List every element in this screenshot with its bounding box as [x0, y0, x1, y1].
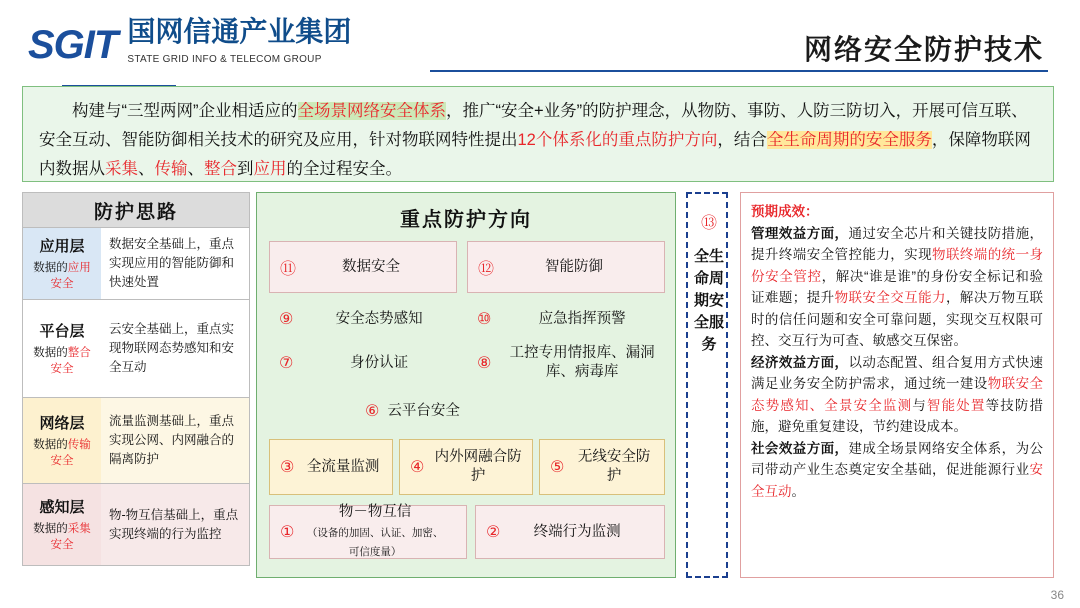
logo-chinese-name: 国网信通产业集团: [127, 16, 352, 47]
direction-item-5[interactable]: [539, 439, 665, 495]
direction-item-10[interactable]: [467, 299, 665, 339]
item-number: ⑪: [280, 260, 297, 278]
item-number: ④: [410, 459, 425, 476]
logo-mark-text: SGIT: [28, 23, 118, 67]
item-label: 无线安全防护: [577, 449, 651, 484]
protection-approach-table: [22, 192, 250, 566]
item-number: ③: [280, 459, 295, 476]
table-row: [22, 484, 250, 566]
logo-english-name: STATE GRID INFO & TELECOM GROUP: [127, 54, 322, 65]
expected-results-text: 预期成效： 管理效益方面，通过安全芯片和关键技防措施，提升终端安全管控能力，实现物联终端的统一身份安全管控，解决“谁是谁”的身份安全标记和验证难题；提升物联安全交互能力，解决万物互联时的信任问题和安全可靠问题，实现交互权限可控、交互行为可查、敏感交互保密。 经济效益方面，以动态配置、组合复用方式快速满足业务安全防护需求，通过统一建设物联安全态势感知、全景安全监测与智能处置等技防措施，避免重复建设，节约建设成本。 社会效益方面，建成全场景网络安全体系，为公司带动产业生态奠定安全基础，促进能源行业安全互动。: [751, 204, 1044, 499]
page-header: [0, 0, 1080, 82]
layer-desc-perception: 物-物互信基础上，重点实现终端的行为监控: [101, 484, 249, 565]
item-label: 应急指挥预警: [538, 310, 626, 327]
direction-item-1[interactable]: [269, 505, 467, 559]
band-number: ⑬: [700, 215, 717, 232]
page-number: 36: [1050, 588, 1064, 602]
page-title: 网络安全防护技术: [803, 34, 1044, 65]
direction-item-11[interactable]: [269, 241, 457, 293]
table-row: [22, 300, 250, 398]
direction-item-12[interactable]: [467, 241, 665, 293]
intro-paragraph: 构建与“三型两网”企业相适应的全场景网络安全体系，推广“安全+业务”的防护理念，从物防、事防、人防三防切入，开展可信互联、安全互动、智能防御相关技术的研究及应用，针对物联网特性提出12个体系化的重点防护方向，结合全生命周期的安全服务，保障物联网内数据从采集、传输、整合到应用的全过程安全。: [39, 102, 1031, 178]
item-number: ⑤: [550, 459, 565, 476]
direction-item-3[interactable]: [269, 439, 393, 495]
item-number: ⑨: [279, 311, 294, 328]
layer-label-application: 应用层 数据的应用 安全: [23, 228, 101, 299]
item-number: ②: [486, 524, 501, 541]
direction-item-6[interactable]: [269, 393, 665, 429]
item-number: ⑥: [365, 403, 380, 420]
company-logo: [28, 18, 351, 65]
layer-desc-platform: 云安全基础上，重点实现物联网态势感知和安全互动: [109, 322, 235, 374]
direction-item-2[interactable]: [475, 505, 665, 559]
item-label: 数据安全: [342, 258, 400, 275]
item-number: ⑩: [477, 311, 492, 328]
layer-label-platform: 平台层 数据的整合 安全: [23, 300, 101, 397]
key-directions-header: 重点防护方向: [400, 209, 532, 231]
expected-results-panel: [740, 192, 1054, 578]
item-number: ⑧: [477, 355, 492, 372]
item-number: ⑦: [279, 355, 294, 372]
table-row: [22, 228, 250, 300]
header-divider: [430, 70, 1048, 72]
direction-item-4[interactable]: [399, 439, 533, 495]
item-label: 物－物互信 （设备的加固、认证、加密、可信度量）: [306, 503, 444, 558]
item-label: 内外网融合防护: [434, 449, 522, 484]
item-label: 工控专用情报库、漏洞库、病毒库: [509, 345, 655, 380]
layer-desc-application: 数据安全基础上，重点实现应用的智能防御和快速处置: [109, 237, 235, 289]
layer-label-network: 网络层 数据的传输 安全: [23, 398, 101, 483]
item-label: 全流量监测: [306, 458, 380, 475]
protection-approach-header: 防护思路: [22, 192, 250, 228]
layer-label-perception: 感知层 数据的采集 安全: [23, 484, 101, 565]
layer-desc-network: 流量监测基础上，重点实现公网、内网融合的隔离防护: [101, 398, 249, 483]
item-number: ①: [280, 524, 295, 541]
direction-item-8[interactable]: [467, 337, 665, 389]
band-label: 全生命周期安全服务: [693, 248, 724, 353]
item-label: 智能防御: [545, 258, 603, 275]
lifecycle-service-band: [686, 192, 728, 578]
item-number: ⑫: [478, 260, 495, 278]
item-label: 云平台安全: [387, 402, 460, 419]
table-row: [22, 398, 250, 484]
item-label: 终端行为监测: [533, 523, 621, 540]
direction-item-9[interactable]: [269, 299, 457, 339]
key-directions-panel: [256, 192, 676, 578]
direction-item-7[interactable]: [269, 341, 457, 385]
item-label: 安全态势感知: [335, 310, 423, 327]
intro-box: [22, 86, 1054, 182]
item-label: 身份认证: [350, 354, 409, 371]
